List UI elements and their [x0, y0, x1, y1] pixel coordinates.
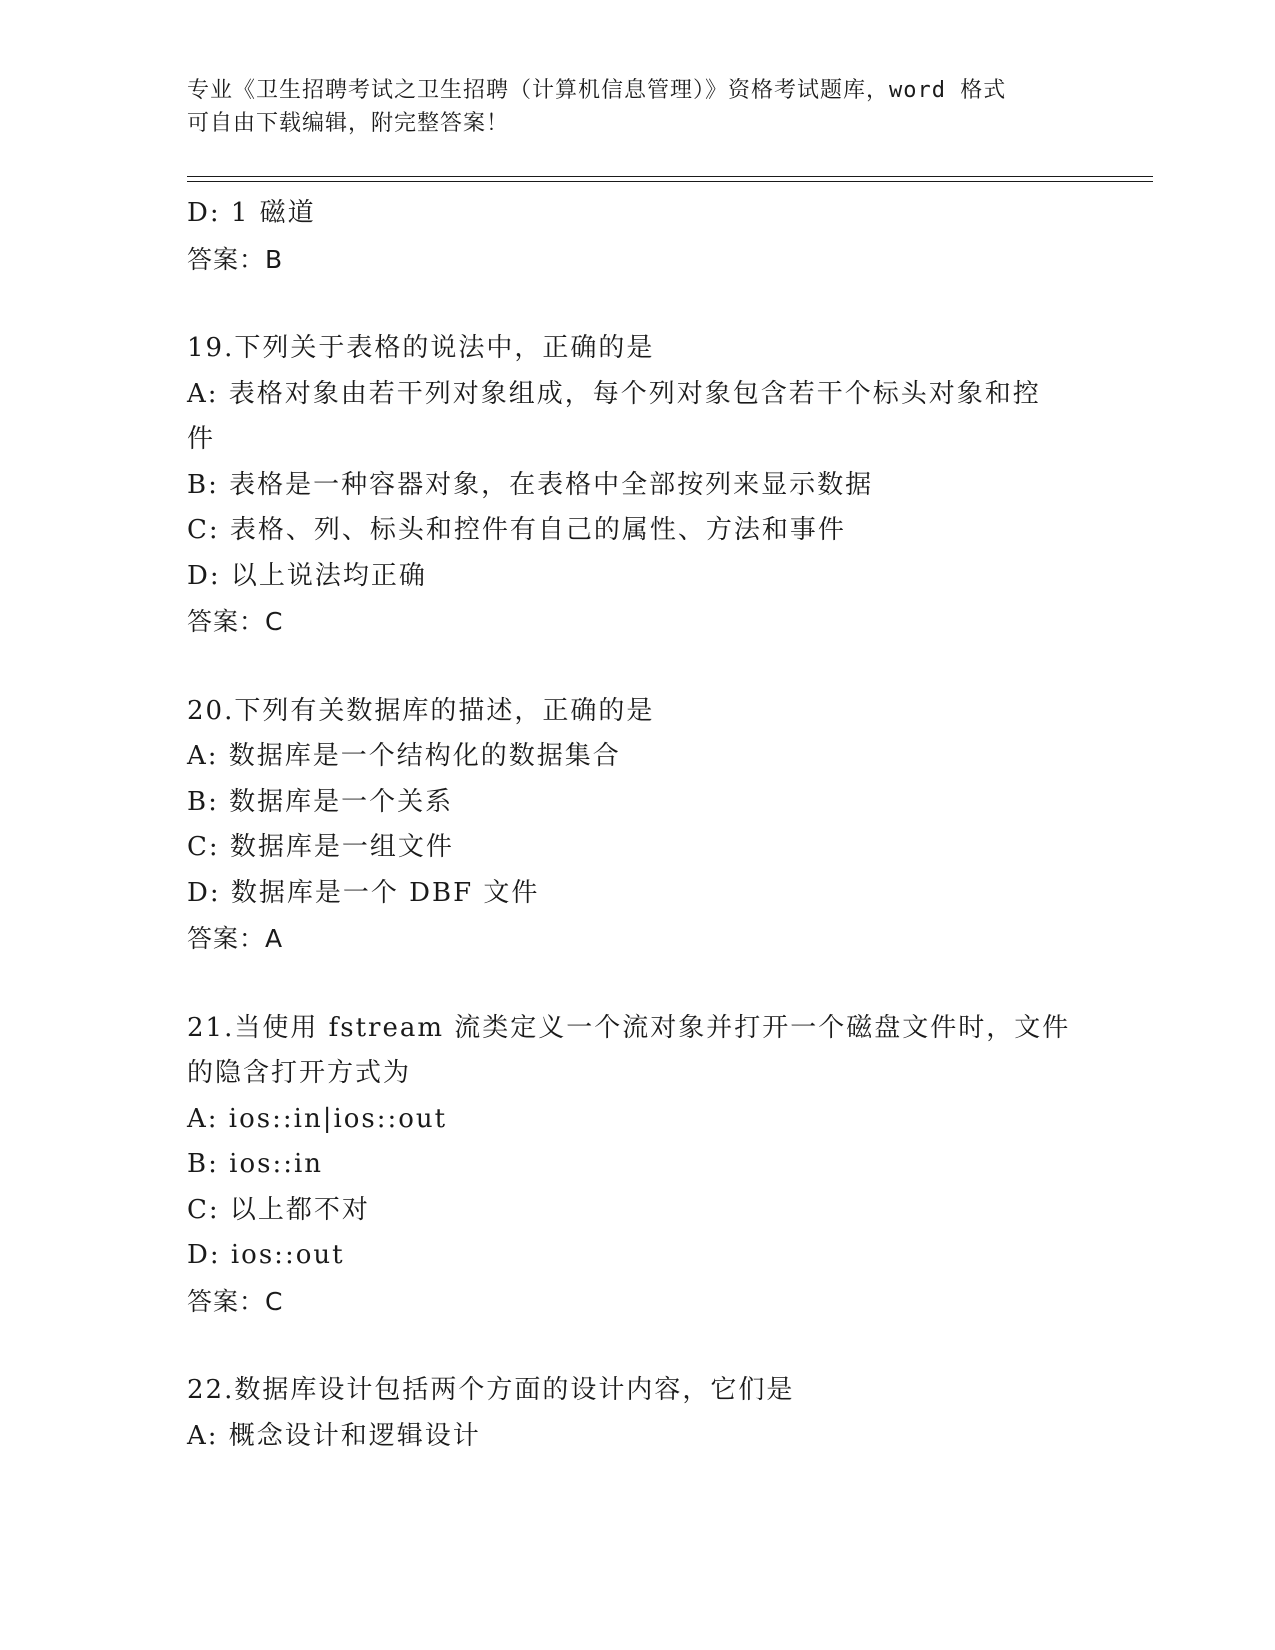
option-b: B: 表格是一种容器对象，在表格中全部按列来显示数据: [187, 469, 874, 500]
option-a: A: 表格对象由若干列对象组成，每个列对象包含若干个标头对象和控: [187, 378, 1041, 409]
header-line-2: 可自由下载编辑，附完整答案！: [187, 111, 510, 136]
option-a-continued: 件: [187, 424, 216, 454]
question-stem: 21.当使用 fstream 流类定义一个流对象并打开一个磁盘文件时，文件: [187, 1012, 1071, 1043]
option-a: A: 数据库是一个结构化的数据集合: [187, 741, 621, 771]
answer-line: 答案：C: [187, 607, 284, 636]
question-stem: 22.数据库设计包括两个方面的设计内容，它们是: [187, 1375, 795, 1405]
answer-line: 答案：B: [187, 244, 284, 274]
spacer: [187, 1324, 1067, 1368]
option-d: D: 1 磁道: [187, 198, 316, 228]
option-a: A: ios::in|ios::out: [187, 1103, 448, 1134]
option-b: B: 数据库是一个关系: [187, 786, 454, 817]
question-22: [187, 1368, 1067, 1459]
question-list: [187, 191, 1071, 1459]
option-c: C: 以上都不对: [187, 1194, 370, 1225]
spacer: [187, 962, 1067, 1006]
option-c: C: 数据库是一组文件: [187, 832, 454, 862]
option-d: D: ios::out: [187, 1240, 345, 1270]
answer-line: 答案：C: [187, 1286, 284, 1316]
header-line-1: 专业《卫生招聘考试之卫生招聘（计算机信息管理）》资格考试题库，word 格式: [187, 78, 1007, 103]
option-d: D: 数据库是一个 DBF 文件: [187, 877, 540, 908]
spacer: [187, 282, 1067, 326]
header-divider-top: [187, 176, 1153, 177]
question-stem: 19.下列关于表格的说法中，正确的是: [187, 333, 655, 363]
question-19: [187, 326, 1067, 645]
spacer: [187, 645, 1067, 689]
option-b: B: ios::in: [187, 1149, 324, 1179]
option-a: A: 概念设计和逻辑设计: [187, 1420, 481, 1451]
option-d: D: 以上说法均正确: [187, 560, 427, 591]
header-divider-bottom: [187, 181, 1153, 182]
answer-line: 答案：A: [187, 924, 284, 953]
question-20: [187, 689, 1067, 962]
question-21: [187, 1006, 1071, 1325]
question-stem-continued: 的隐含打开方式为: [187, 1058, 412, 1088]
carryover-block: [187, 191, 1067, 282]
option-c: C: 表格、列、标头和控件有自己的属性、方法和事件: [187, 515, 846, 545]
document-header: [187, 74, 1067, 140]
question-stem: 20.下列有关数据库的描述，正确的是: [187, 695, 655, 726]
